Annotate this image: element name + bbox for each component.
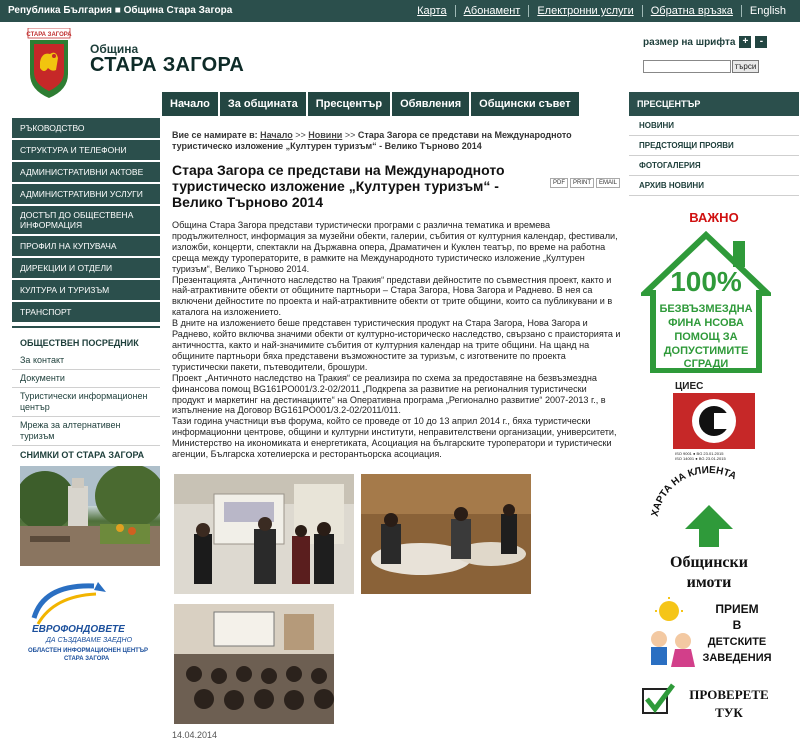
- logo-municipality-word: Община: [90, 42, 139, 56]
- article-paragraph: Община Стара Загора представи туристически програми с различна тематика и времева продължителност, информация за музейни обекти, галерии, събития от културния календар, фестивали, изложби, концерти, спектакли на Държавна опера, Драматичен и Куклен театър, по време на работна среща между туроператорите, в рамките на Международното туристическо изложение „Културен туризъм“, Велико Търново 2014.: [172, 220, 618, 274]
- eu-funds-line3: ОБЛАСТЕН ИНФОРМАЦИОНЕН ЦЕНТЪР: [28, 648, 149, 654]
- house-text-3: ПОМОЩ ЗА: [674, 331, 738, 343]
- kids-line4: ЗАВЕДЕНИЯ: [702, 652, 772, 664]
- search-button[interactable]: търси: [732, 60, 759, 73]
- cies-iso-banner[interactable]: [667, 377, 767, 461]
- news-archive-link[interactable]: АРХИВ НОВИНИ: [629, 176, 799, 196]
- house-text-2: ФИНА НСОВА: [668, 317, 744, 329]
- font-increase-button[interactable]: +: [739, 36, 751, 48]
- country-municipality-label: Република България ■ Община Стара Загора: [8, 5, 233, 16]
- nav-press-center[interactable]: Пресцентър: [308, 92, 392, 116]
- municipal-properties-line2: имоти: [686, 574, 732, 591]
- kids-line2: В: [732, 618, 742, 632]
- article-paragraph: В дните на изложението беше представен туристическия продукт на Стара Загора, Нова Загора и Раднево, който включва значими обекти от културно-историческо наследство, свързано с праисторията и античността, както и най-значимите събития от културния календар на трите общини. На щанд на общините партньори бяха представени възможностите за туризъм, с изготвените по проекта туристически пакети, пътеводители, брошури.: [172, 318, 621, 372]
- breadcrumb-prefix: Вие се намирате в:: [172, 130, 258, 140]
- municipal-properties-banner[interactable]: [639, 575, 779, 591]
- gallery-photo-audience[interactable]: [174, 604, 334, 724]
- article-paragraph: Проект „Античното наследство на Тракия“ се реализира по схема за предоставяне на безвъзмездна финансова помощ BG161PO001/3.2-02/2011 „Подкрепа за развитие на регионалния туристически продукт и маркетинг на дестинациите“ на Оперативна програма „Регионално развитие“ 2007-2013 г., в изпълнение на Договор BG161PO001/3.2-02/2011/011.: [172, 372, 606, 416]
- nav-municipal-council[interactable]: Общински съвет: [471, 92, 580, 116]
- font-size-control: [643, 36, 767, 48]
- client-charter-text: ХАРТА НА КЛИЕНТА: [649, 465, 738, 518]
- right-sidebar: [629, 92, 799, 727]
- font-size-label: размер на шрифта: [643, 36, 736, 48]
- kids-line1: ПРИЕМ: [715, 602, 759, 616]
- left-navigation: [12, 118, 160, 324]
- tourist-info-center-link[interactable]: Туристически информационен център: [12, 388, 160, 417]
- coat-of-arms-logo[interactable]: [26, 28, 72, 98]
- breadcrumb-home[interactable]: Начало: [260, 130, 293, 140]
- house-text-5: СГРАДИ: [683, 358, 729, 370]
- svg-text:ХАРТА НА КЛИЕНТА: [650, 465, 738, 518]
- article-paragraph: Тази година участници във форума, който се проведе от 10 до 13 април 2014 г., бяха туристически информационни центрове, общини и културни институти, неправителствени организации, университети, Министерство на икономиката и енергетиката, Асоциация на българските туроператори и туристически агенции, Българска хотелиерска и ресторантьорска асоциация.: [172, 416, 617, 460]
- eu-funds-line4: СТАРА ЗАГОРА: [64, 656, 110, 662]
- important-heading: ВАЖНО: [689, 210, 739, 225]
- cies-label: ЦИЕС: [675, 381, 704, 392]
- check-here-banner[interactable]: [639, 681, 779, 727]
- leftnav-buyer-profile[interactable]: ПРОФИЛ НА КУПУВАЧА: [12, 236, 160, 258]
- gallery-photo-booth[interactable]: [174, 474, 354, 594]
- subscription-link[interactable]: Абонамент: [455, 5, 529, 17]
- energy-efficiency-banner[interactable]: [641, 231, 771, 373]
- check-line1: ПРОВЕРЕТЕ: [689, 687, 769, 702]
- pdf-button[interactable]: PDF: [550, 178, 568, 188]
- article-paragraph: Презентацията „Античното наследство на Тракия“ представи дейностите по съвместния проект, както и най-атрактивните обекти от общините партньори – Стара Загора, Нова Загора и Раднево. В нея са включени дейностите по проекта и най-атрактивните обекти от трите общини, които са публикувани и в каталога на изложението.: [172, 274, 613, 318]
- crest-text: СТАРА ЗАГОРА: [26, 32, 72, 38]
- nav-home[interactable]: Начало: [162, 92, 220, 116]
- print-button[interactable]: PRINT: [570, 178, 594, 188]
- font-decrease-button[interactable]: -: [755, 36, 767, 48]
- leftnav-directorates[interactable]: ДИРЕКЦИИ И ОТДЕЛИ: [12, 258, 160, 280]
- leftnav-public-information[interactable]: ДОСТЪП ДО ОБЩЕСТВЕНА ИНФОРМАЦИЯ: [12, 206, 160, 236]
- main-navigation: [162, 92, 581, 116]
- breadcrumb-current: Стара Загора се представи на Международното туристическо изложение „Културен туризъм“ - Велико Търново 2014: [172, 130, 572, 151]
- press-center-heading: ПРЕСЦЕНТЪР: [629, 92, 799, 116]
- public-mediator-links: [12, 352, 160, 446]
- nav-announcements[interactable]: Обявления: [392, 92, 471, 116]
- mediator-documents-link[interactable]: Документи: [12, 370, 160, 388]
- iso-9001-label: ISO 9001 ● BG 23.01.2015: [675, 451, 724, 456]
- english-link[interactable]: English: [741, 5, 794, 17]
- eu-funds-banner[interactable]: [24, 576, 160, 664]
- city-photo[interactable]: [20, 466, 160, 566]
- leftnav-administrative-acts[interactable]: АДМИНИСТРАТИВНИ АКТОВЕ: [12, 162, 160, 184]
- e-services-link[interactable]: Електронни услуги: [528, 5, 641, 17]
- leftnav-leadership[interactable]: РЪКОВОДСТВО: [12, 118, 160, 140]
- city-photos-heading: СНИМКИ ОТ СТАРА ЗАГОРА: [20, 450, 145, 460]
- top-links: [409, 5, 794, 17]
- search-box: [643, 60, 759, 73]
- leftnav-culture-tourism[interactable]: КУЛТУРА И ТУРИЗЪМ: [12, 280, 160, 302]
- leftnav-administrative-services[interactable]: АДМИНИСТРАТИВНИ УСЛУГИ: [12, 184, 160, 206]
- news-link[interactable]: НОВИНИ: [629, 116, 799, 136]
- top-bar: [0, 0, 800, 22]
- gallery-photo-meeting[interactable]: [361, 474, 531, 594]
- article-date: 14.04.2014: [172, 730, 218, 738]
- house-text-1: БЕЗВЪЗМЕЗДНА: [659, 303, 753, 315]
- article-body: [172, 220, 622, 460]
- mediator-contact-link[interactable]: За контакт: [12, 352, 160, 370]
- logo-city-name[interactable]: СТАРА ЗАГОРА: [90, 54, 245, 76]
- main-content: [172, 130, 622, 460]
- check-line2: ТУК: [715, 705, 743, 720]
- search-input[interactable]: [643, 60, 731, 73]
- house-text-4: ДОПУСТИМИТЕ: [663, 345, 749, 357]
- email-button[interactable]: EMAIL: [596, 178, 620, 188]
- map-link[interactable]: Карта: [417, 5, 447, 17]
- client-charter-banner[interactable]: [639, 465, 779, 575]
- press-center-links: [629, 116, 799, 196]
- breadcrumb-news[interactable]: Новини: [308, 130, 343, 140]
- feedback-link[interactable]: Обратна връзка: [642, 5, 741, 17]
- leftnav-transport[interactable]: ТРАНСПОРТ: [12, 302, 160, 324]
- iso-14001-label: ISO 14001 ● BG 23.01.2015: [675, 456, 726, 461]
- photo-gallery-link[interactable]: ФОТОГАЛЕРИЯ: [629, 156, 799, 176]
- house-percent: 100%: [670, 266, 742, 297]
- left-sidebar: [12, 118, 160, 664]
- eu-funds-line2: ДА СЪЗДАВАМЕ ЗАЕДНО: [46, 637, 133, 644]
- municipal-properties-line1: Общински: [670, 554, 748, 571]
- kids-line3: ДЕТСКИТЕ: [707, 636, 767, 648]
- article-title: Стара Загора се представи на Международното туристическо изложение „Културен туризъм“ - Велико Търново 2014: [172, 162, 505, 210]
- nav-about-municipality[interactable]: За общината: [220, 92, 308, 116]
- leftnav-structure-phones[interactable]: СТРУКТУРА И ТЕЛЕФОНИ: [12, 140, 160, 162]
- article-tools: [548, 178, 620, 188]
- alternative-tourism-link[interactable]: Мрежа за алтернативен туризъм: [12, 417, 160, 446]
- breadcrumb: Вие се намирате в: Начало >> Новини >> Стара Загора се представи на Международното туристическо изложение „Културен туризъм“ - Велико Търново 2014: [172, 130, 572, 151]
- upcoming-events-link[interactable]: ПРЕДСТОЯЩИ ПРОЯВИ: [629, 136, 799, 156]
- kindergarten-admission-banner[interactable]: [639, 597, 779, 677]
- eu-funds-line1: ЕВРОФОНДОВЕТЕ: [32, 624, 125, 635]
- public-mediator-heading: ОБЩЕСТВЕН ПОСРЕДНИК: [12, 326, 160, 352]
- header: [0, 22, 800, 92]
